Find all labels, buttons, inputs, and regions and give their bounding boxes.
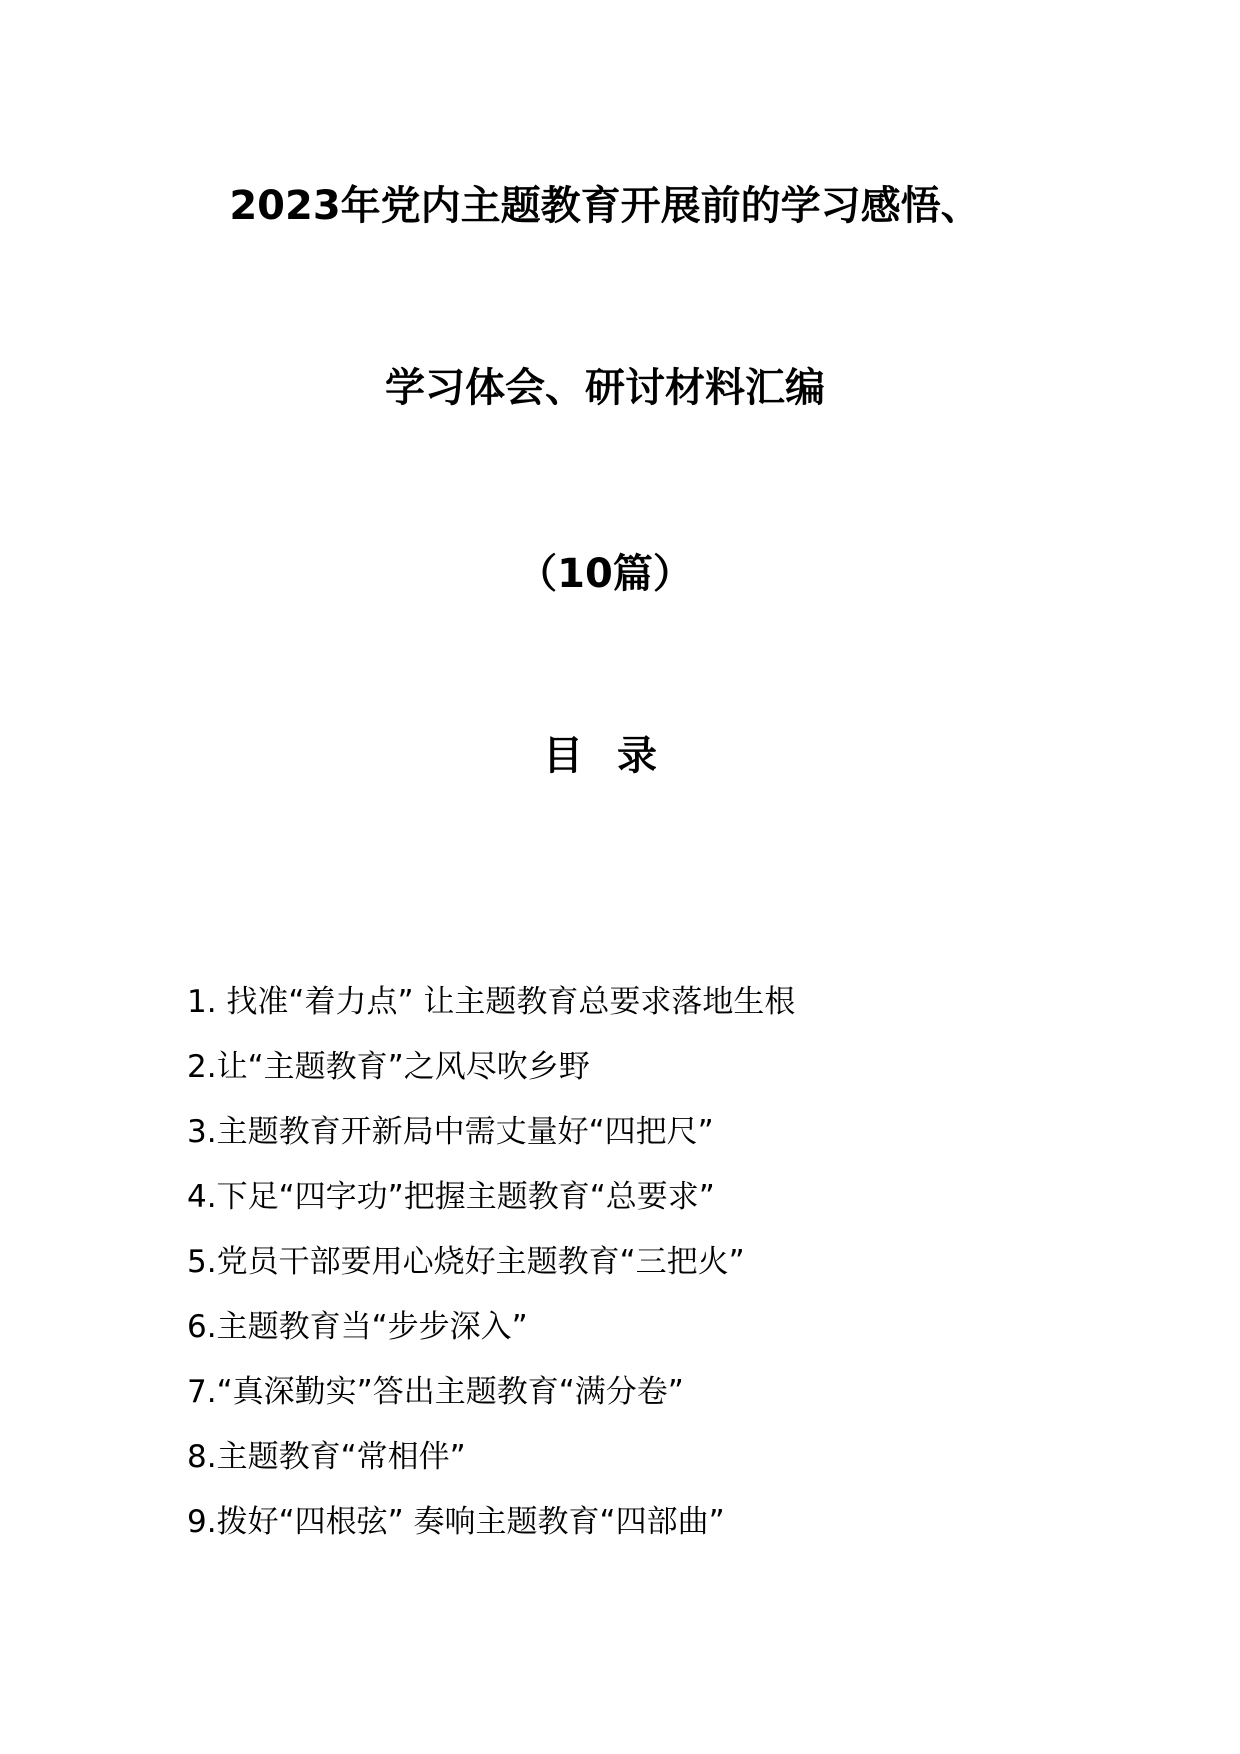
toc-item-1: 1. 找准“着力点” 让主题教育总要求落地生根 [187,984,796,1020]
toc-item-4: 4.下足“四字功”把握主题教育“总要求” [187,1179,715,1215]
toc-item-9: 9.拨好“四根弦” 奏响主题教育“四部曲” [187,1504,725,1540]
toc-item-3: 3.主题教育开新局中需丈量好“四把尺” [187,1114,714,1150]
toc-item-5: 5.党员干部要用心烧好主题教育“三把火” [187,1244,745,1280]
table-of-contents [187,978,795,1563]
toc-item-8: 8.主题教育“常相伴” [187,1439,466,1475]
toc-heading: 目 录 [543,733,667,779]
document-count: （10篇） [517,551,693,597]
document-title-line-1: 2023年党内主题教育开展前的学习感悟、 [229,183,981,229]
document-title-line-2: 学习体会、研讨材料汇编 [385,365,825,411]
toc-item-2: 2.让“主题教育”之风尽吹乡野 [187,1049,590,1085]
toc-item-7: 7.“真深勤实”答出主题教育“满分卷” [187,1374,684,1410]
toc-item-6: 6.主题教育当“步步深入” [187,1309,528,1345]
